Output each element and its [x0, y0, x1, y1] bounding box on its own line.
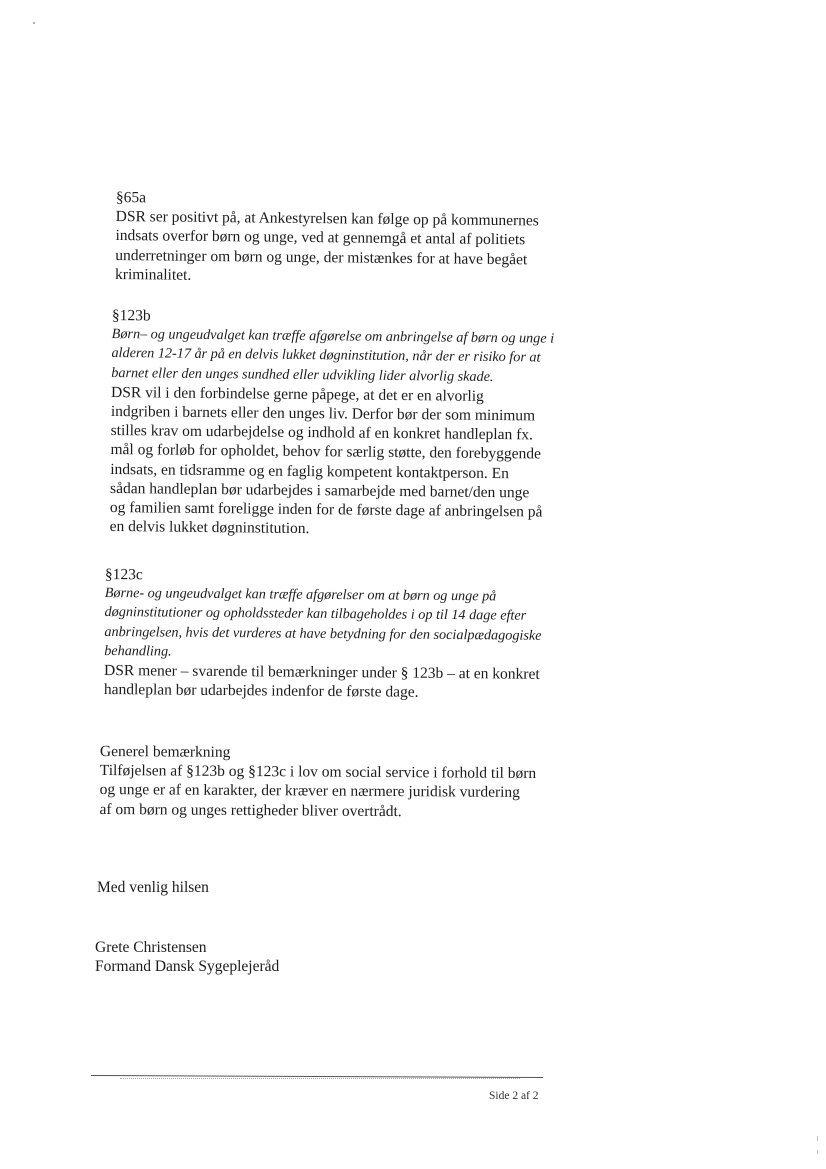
law-quote-line: Børn– og ungeudvalget kan træffe afgørelse om anbringelse af børn og unge i	[111, 326, 555, 347]
body-line: af om børn og unges rettigheder bliver overtrådt.	[99, 800, 402, 820]
law-quote-line: anbringelsen, hvis det vurderes at have betydning for den socialpædagogiske	[104, 623, 542, 644]
section-heading: §123b	[111, 306, 151, 325]
law-quote-line: døgninstitutioner og opholdssteder kan tilbageholdes i op til 14 dage efter	[104, 604, 527, 625]
law-quote-line: alderen 12-17 år på en delvis lukket døgninstitution, når der er risiko for at	[111, 345, 541, 366]
body-line: DSR mener – svarende til bemærkninger under § 123b – at en konkret	[104, 662, 540, 683]
section-heading: §65a	[115, 188, 147, 207]
body-line: indgriben i barnets eller den unges liv. Derfor bør der som minimum	[110, 403, 536, 425]
body-line: mål og forløb for opholdet, behov for særlig støtte, den forebyggende	[110, 441, 542, 463]
signer-name: Grete Christensen	[95, 939, 207, 956]
section-general-remark	[99, 742, 570, 822]
page-number: Side 2 af 2	[489, 1090, 539, 1102]
body-line: kriminalitet.	[115, 265, 192, 284]
closing-text: Med venlig hilsen	[97, 879, 209, 896]
scan-speck	[33, 22, 35, 24]
footer-rule-shadow	[120, 1078, 520, 1079]
closing-greeting	[97, 878, 397, 897]
body-line: stilles krav om udarbejdelse og indhold af en konkret handleplan fx.	[110, 422, 534, 444]
body-line: og familien samt foreligge inden for de første dage af anbringelsen på	[109, 499, 543, 521]
signer-title: Formand Dansk Sygeplejeråd	[95, 958, 280, 976]
body-line: handleplan bør udarbejdes indenfor de første dage.	[103, 681, 419, 701]
signature-block	[95, 938, 415, 976]
section-123b	[110, 306, 592, 541]
section-65a	[115, 188, 586, 289]
section-heading: §123c	[104, 565, 143, 584]
section-heading: Generel bemærkning	[99, 743, 231, 761]
body-line: indsats overfor børn og unge, ved at gennemgå et antal af politiets	[115, 227, 526, 249]
body-line: og unge er af en karakter, der kræver en nærmere juridisk vurdering	[99, 781, 521, 802]
law-quote-line: barnet eller den unges sundhed eller udvikling lider alvorlig skade.	[111, 364, 494, 385]
body-line: indsats, en tidsramme og en faglig kompetent kontaktperson. En	[110, 460, 509, 482]
law-quote-line: behandling.	[104, 642, 172, 660]
scan-speck	[817, 1136, 818, 1141]
section-123c	[104, 565, 585, 704]
body-line: underretninger om børn og unge, der mistænkes for at have begået	[115, 246, 528, 268]
law-quote-line: Børne- og ungeudvalget kan træffe afgørelser om at børn og unge på	[104, 585, 497, 605]
body-line: en delvis lukket døgninstitution.	[109, 518, 310, 538]
body-line: sådan handleplan bør udarbejdes i samarbejde med barnet/den unge	[110, 479, 530, 502]
body-line: Tilføjelsen af §123b og §123c i lov om social service i forhold til børn	[99, 762, 537, 783]
scan-speck	[817, 1150, 818, 1154]
body-line: DSR vil i den forbindelse gerne påpege, at det er en alvorlig	[111, 383, 484, 405]
body-line: DSR ser positivt på, at Ankestyrelsen kan følge op på kommunernes	[115, 208, 539, 230]
